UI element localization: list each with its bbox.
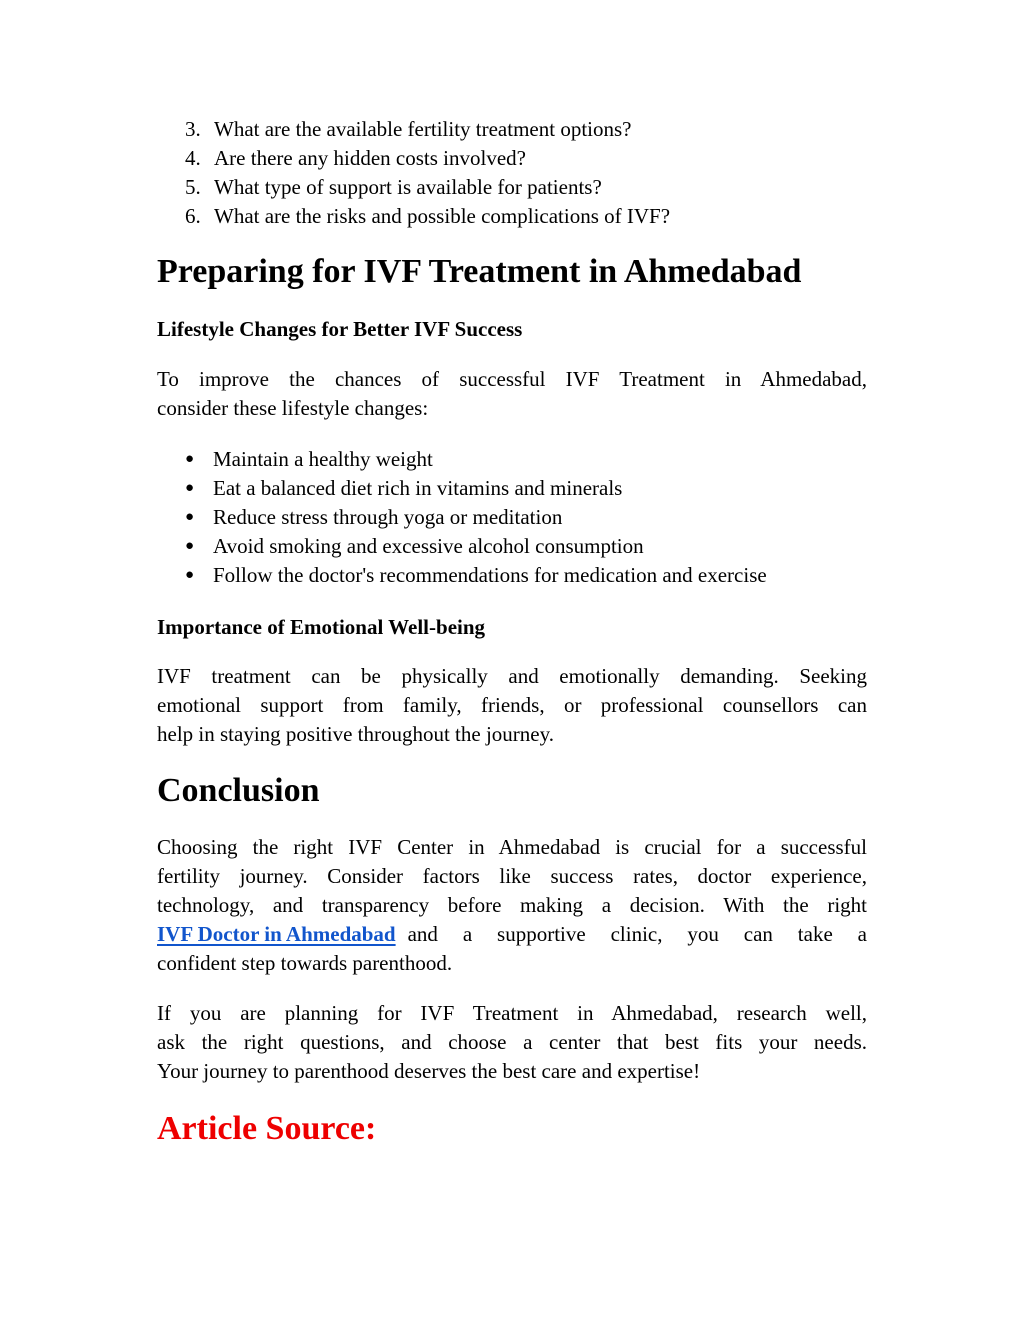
list-number: 3. xyxy=(185,117,201,141)
article-source-heading: Article Source: xyxy=(157,1110,377,1147)
lifestyle-bullets xyxy=(185,445,875,590)
conclusion-heading: Conclusion xyxy=(157,772,320,809)
list-item-text: What type of support is available for patients? xyxy=(214,175,602,199)
list-item-text: Are there any hidden costs involved? xyxy=(214,146,526,170)
list-item xyxy=(185,173,865,202)
paragraph-line: confident step towards parenthood. xyxy=(157,951,453,975)
paragraph-line: Choosing the right IVF Center in Ahmedabad is crucial for a successful xyxy=(157,835,867,859)
bullet-icon: ● xyxy=(185,480,195,496)
emotional-paragraph xyxy=(157,662,867,749)
paragraph-line: Your journey to parenthood deserves the best care and expertise! xyxy=(157,1059,701,1083)
paragraph-line: ask the right questions, and choose a center that best fits your needs. xyxy=(157,1030,867,1054)
paragraph-line: To improve the chances of successful IVF Treatment in Ahmedabad, xyxy=(157,367,867,391)
list-item-text: Avoid smoking and excessive alcohol consumption xyxy=(213,534,644,558)
bullet-icon: ● xyxy=(185,538,195,554)
list-item-text: Reduce stress through yoga or meditation xyxy=(213,505,563,529)
paragraph-line: technology, and transparency before making a decision. With the right xyxy=(157,893,867,917)
questions-list xyxy=(185,115,865,231)
list-item-text: Maintain a healthy weight xyxy=(213,447,433,471)
paragraph-line: If you are planning for IVF Treatment in Ahmedabad, research well, xyxy=(157,1001,867,1025)
lifestyle-intro xyxy=(157,365,867,423)
list-item xyxy=(185,202,865,231)
paragraph-line: IVF treatment can be physically and emotionally demanding. Seeking xyxy=(157,664,867,688)
list-number: 5. xyxy=(185,175,201,199)
list-item xyxy=(185,474,875,503)
paragraph-line-rest: and a supportive clinic, you can take a xyxy=(407,922,867,946)
ivf-doctor-link[interactable]: IVF Doctor in Ahmedabad xyxy=(157,922,396,946)
paragraph-line: consider these lifestyle changes: xyxy=(157,396,429,420)
list-item xyxy=(185,445,875,474)
list-number: 6. xyxy=(185,204,201,228)
conclusion-paragraph-2 xyxy=(157,999,867,1086)
list-number: 4. xyxy=(185,146,201,170)
paragraph-line: emotional support from family, friends, or professional counsellors can xyxy=(157,693,867,717)
list-item xyxy=(185,115,865,144)
emotional-heading: Importance of Emotional Well-being xyxy=(157,615,486,639)
list-item-text: Follow the doctor's recommendations for medication and exercise xyxy=(213,563,767,587)
bullet-icon: ● xyxy=(185,451,195,467)
conclusion-paragraph-1 xyxy=(157,833,867,978)
list-item xyxy=(185,503,875,532)
list-item-text: What are the risks and possible complications of IVF? xyxy=(214,204,671,228)
list-item xyxy=(185,561,875,590)
list-item-text: What are the available fertility treatment options? xyxy=(214,117,632,141)
lifestyle-heading: Lifestyle Changes for Better IVF Success xyxy=(157,317,523,341)
list-item xyxy=(185,144,865,173)
preparing-heading: Preparing for IVF Treatment in Ahmedabad xyxy=(157,253,802,290)
paragraph-line: help in staying positive throughout the journey. xyxy=(157,722,555,746)
bullet-icon: ● xyxy=(185,567,195,583)
paragraph-line xyxy=(157,920,867,949)
paragraph-line: fertility journey. Consider factors like success rates, doctor experience, xyxy=(157,864,867,888)
list-item-text: Eat a balanced diet rich in vitamins and minerals xyxy=(213,476,623,500)
list-item xyxy=(185,532,875,561)
bullet-icon: ● xyxy=(185,509,195,525)
